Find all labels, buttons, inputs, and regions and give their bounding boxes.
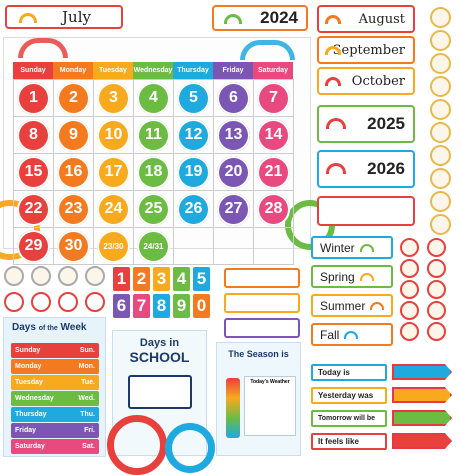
month-card-october <box>317 67 415 95</box>
blank-card <box>224 318 300 338</box>
calendar-cell <box>134 117 174 154</box>
calendar-cell <box>214 228 254 265</box>
holiday-badge <box>430 191 451 212</box>
rainbow-icon <box>326 163 346 174</box>
day-number: 6 <box>217 82 250 115</box>
holiday-badge <box>430 76 451 97</box>
month-card-july: July <box>5 5 123 29</box>
calendar-cell <box>254 191 294 228</box>
calendar-cell <box>174 80 214 117</box>
day-number: 7 <box>257 82 290 115</box>
day-number: 17 <box>97 156 130 189</box>
holiday-badge <box>430 7 451 28</box>
rainbow-decor <box>165 423 215 473</box>
blank-card <box>224 268 300 288</box>
calendar-cell <box>214 191 254 228</box>
day-number: 24 <box>97 193 130 226</box>
phrase-card: Today is <box>311 364 387 381</box>
rainbow-icon <box>344 331 358 339</box>
blank-badge <box>58 292 78 312</box>
holiday-badge <box>430 99 451 120</box>
number-tile: 2 <box>133 267 150 291</box>
holiday-badge <box>430 145 451 166</box>
day-number: 18 <box>137 156 170 189</box>
day-name: Sunday <box>15 347 41 354</box>
blank-month-card <box>317 196 415 226</box>
number-tile: 3 <box>153 267 170 291</box>
calendar-cell <box>94 154 134 191</box>
holiday-badge <box>400 259 419 278</box>
days-in-school-title: Days in SCHOOL <box>129 337 190 365</box>
day-name: Friday <box>15 427 37 434</box>
holiday-badge <box>427 280 446 299</box>
calendar-cell <box>214 117 254 154</box>
number-tile: 9 <box>173 294 190 318</box>
calendar-cell <box>214 154 254 191</box>
rainbow-icon <box>360 273 374 281</box>
arrow-card <box>392 387 452 403</box>
birthday-badge <box>85 266 105 286</box>
phrase-card: It feels like <box>311 433 387 450</box>
calendar-cell <box>14 80 54 117</box>
day-name: Thursday <box>15 411 47 418</box>
day-number: 16 <box>57 156 90 189</box>
day-number: 13 <box>217 119 250 152</box>
calendar-cell <box>254 117 294 154</box>
calendar-cell <box>14 117 54 154</box>
calendar-cell <box>254 154 294 191</box>
day-abbr: Mon. <box>78 363 95 370</box>
day-number: 9 <box>57 119 90 152</box>
day-number: 10 <box>97 119 130 152</box>
chart-title: Days of the Week <box>12 322 87 333</box>
blank-badge <box>85 292 105 312</box>
number-tile: 4 <box>173 267 190 291</box>
day-abbr: Sat. <box>82 443 95 450</box>
weekday-wednesday: Wednesday <box>133 62 173 79</box>
day-abbr: Sun. <box>79 347 95 354</box>
calendar-cell <box>134 80 174 117</box>
phrase-card: Tomorrow will be <box>311 410 387 427</box>
season-card-label: Spring <box>320 269 355 284</box>
day-number: 11 <box>137 119 170 152</box>
days-count-box <box>128 375 192 409</box>
day-row-monday <box>11 359 99 374</box>
day-number: 22 <box>17 193 50 226</box>
calendar-cell <box>14 154 54 191</box>
season-card-fall <box>311 323 393 346</box>
rainbow-icon <box>224 14 242 24</box>
holiday-badge <box>430 214 451 235</box>
weather-title: Today's Weather <box>250 379 290 385</box>
holiday-badge <box>427 259 446 278</box>
number-tile: 6 <box>113 294 130 318</box>
day-row-tuesday <box>11 375 99 390</box>
arrow-card <box>392 433 452 449</box>
day-number: 14 <box>257 119 290 152</box>
rainbow-icon <box>326 118 346 129</box>
day-number: 2 <box>57 82 90 115</box>
year-card-2025 <box>317 105 415 143</box>
day-number: 5 <box>177 82 210 115</box>
rainbow-icon <box>325 77 341 86</box>
day-name: Tuesday <box>15 379 43 386</box>
phrase-card: Yesterday was <box>311 387 387 404</box>
season-card-spring <box>311 265 393 288</box>
year-card-label: 2026 <box>367 159 405 178</box>
day-name: Monday <box>15 363 42 370</box>
calendar-cell <box>134 228 174 265</box>
day-abbr: Fri. <box>84 427 95 434</box>
blank-card <box>224 293 300 313</box>
month-card-label: October <box>351 73 405 89</box>
birthday-badge <box>58 266 78 286</box>
calendar-cell <box>174 117 214 154</box>
day-name: Saturday <box>15 443 45 450</box>
day-number: 28 <box>257 193 290 226</box>
day-row-saturday <box>11 439 99 454</box>
month-card-label: September <box>332 42 405 58</box>
weather-panel <box>244 376 296 436</box>
number-tile: 7 <box>133 294 150 318</box>
season-wheel <box>226 378 240 438</box>
calendar-cell <box>54 154 94 191</box>
calendar-grid <box>13 79 294 265</box>
season-card-summer <box>311 294 393 317</box>
day-number: 26 <box>177 193 210 226</box>
holiday-badge <box>430 122 451 143</box>
calendar-cell <box>174 228 214 265</box>
day-number: 21 <box>257 156 290 189</box>
rainbow-icon <box>370 302 384 310</box>
calendar-cell <box>14 228 54 265</box>
calendar-cell <box>54 80 94 117</box>
weekday-thursday: Thursday <box>173 62 213 79</box>
calendar-weekday-header <box>13 62 293 79</box>
calendar-cell <box>254 80 294 117</box>
calendar-cell <box>214 80 254 117</box>
holiday-badge <box>430 53 451 74</box>
day-name: Wednesday <box>15 395 54 402</box>
calendar-cell <box>54 117 94 154</box>
rainbow-icon <box>325 46 341 55</box>
calendar-cell <box>94 191 134 228</box>
weekday-sunday: Sunday <box>13 62 53 79</box>
day-abbr: Tue. <box>81 379 95 386</box>
weekday-monday: Monday <box>53 62 93 79</box>
birthday-badge <box>4 266 24 286</box>
day-number: 4 <box>137 82 170 115</box>
day-number: 1 <box>17 82 50 115</box>
day-row-wednesday <box>11 391 99 406</box>
calendar-cell <box>94 117 134 154</box>
season-chart <box>216 342 301 456</box>
day-number: 20 <box>217 156 250 189</box>
rainbow-icon <box>19 13 37 23</box>
day-number: 27 <box>217 193 250 226</box>
holiday-badge <box>427 301 446 320</box>
rainbow-icon <box>325 15 341 24</box>
day-row-friday <box>11 423 99 438</box>
calendar-cell <box>174 191 214 228</box>
calendar-cell <box>54 191 94 228</box>
holiday-badge <box>427 322 446 341</box>
season-card-label: Winter <box>320 240 355 255</box>
holiday-badge <box>400 238 419 257</box>
day-number: 29 <box>17 230 50 263</box>
number-tile: 0 <box>193 294 210 318</box>
day-abbr: Thu. <box>80 411 95 418</box>
day-number: 12 <box>177 119 210 152</box>
season-card-winter <box>311 236 393 259</box>
season-card-label: Summer <box>320 298 366 313</box>
arrow-card <box>392 364 452 380</box>
holiday-badge <box>400 280 419 299</box>
day-row-thursday <box>11 407 99 422</box>
number-tile: 5 <box>193 267 210 291</box>
calendar-cell <box>134 191 174 228</box>
calendar-cell <box>94 80 134 117</box>
day-number: 23 <box>57 193 90 226</box>
rainbow-decor <box>107 415 167 475</box>
number-tile: 8 <box>153 294 170 318</box>
weekday-saturday: Saturday <box>253 62 293 79</box>
month-card-august <box>317 5 415 33</box>
birthday-badge <box>31 266 51 286</box>
day-number: 25 <box>137 193 170 226</box>
calendar-cell <box>14 191 54 228</box>
calendar-cell <box>254 228 294 265</box>
calendar-cell <box>174 154 214 191</box>
calendar-cell <box>54 228 94 265</box>
day-number: 15 <box>17 156 50 189</box>
season-chart-title: The Season is <box>228 349 289 359</box>
holiday-badge <box>400 322 419 341</box>
year-card-label: 2025 <box>367 114 405 133</box>
day-abbr: Wed. <box>78 395 95 402</box>
holiday-badge <box>430 30 451 51</box>
arrow-card <box>392 410 452 426</box>
day-row-sunday <box>11 343 99 358</box>
rainbow-icon <box>360 244 374 252</box>
calendar-cell <box>134 154 174 191</box>
year-card-2026 <box>317 150 415 188</box>
month-card-label: August <box>358 11 405 27</box>
day-number: 24/31 <box>137 230 170 263</box>
day-number: 3 <box>97 82 130 115</box>
day-number: 30 <box>57 230 90 263</box>
blank-badge <box>31 292 51 312</box>
weekday-tuesday: Tuesday <box>93 62 133 79</box>
rainbow-decor-right <box>240 40 295 60</box>
month-card-september <box>317 36 415 64</box>
year-card-2024: 2024 <box>212 5 308 31</box>
number-tile: 1 <box>113 267 130 291</box>
holiday-badge <box>427 238 446 257</box>
day-number: 19 <box>177 156 210 189</box>
holiday-badge <box>400 301 419 320</box>
weekday-friday: Friday <box>213 62 253 79</box>
holiday-badge <box>430 168 451 189</box>
blank-badge <box>4 292 24 312</box>
calendar-cell <box>94 228 134 265</box>
day-number: 23/30 <box>97 230 130 263</box>
season-card-label: Fall <box>320 327 340 342</box>
days-in-school-chart <box>112 330 207 456</box>
day-number: 8 <box>17 119 50 152</box>
